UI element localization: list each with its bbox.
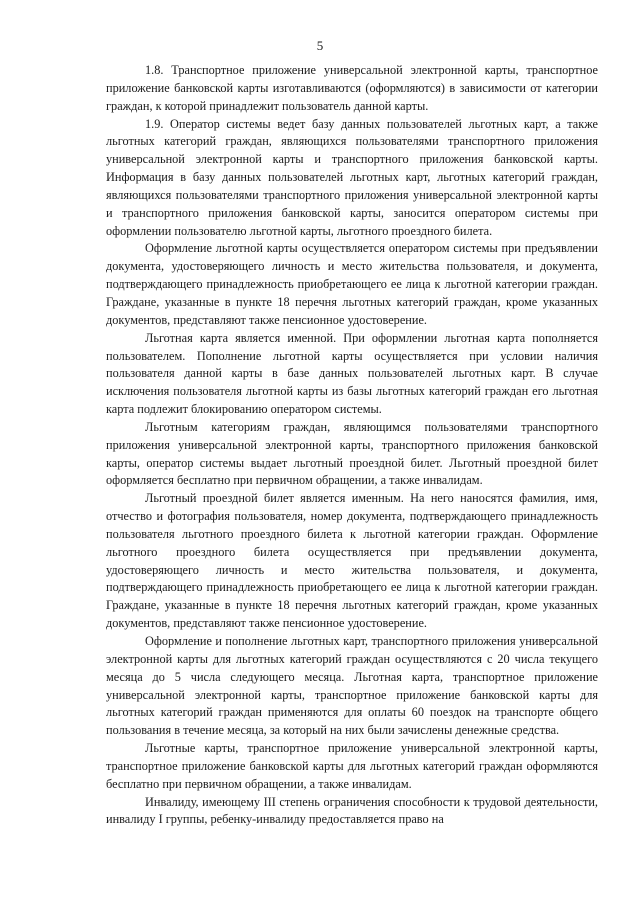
paragraph-disabled-persons-right: Инвалиду, имеющему III степень ограничения способности к трудовой деятельности, инвалиду I группы, ребенку-инвалиду предоставляется право на [106, 794, 598, 827]
paragraph-1-9: 1.9. Оператор системы ведет базу данных пользователей льготных карт, а также льготных категорий граждан, являющихся пользователями транспортного приложения универсальной электронной карты и транспортного приложения банковской карты. Информация в базу данных пользователей льготных карт, льготных категорий граждан, являющихся пользователями транспортного приложения универсальной электронной карты и транспортного приложения банковской карты, заносится оператором системы при оформлении пользователю льготной карты, льготного проездного билета. [106, 116, 598, 238]
page-number: 5 [316, 38, 324, 53]
paragraph-benefit-card-named: Льготная карта является именной. При оформлении льготная карта пополняется пользователем. Пополнение льготной карты осуществляется при условии наличия пользователя данной карты в базе данных пользователей льготных карт. В случае исключения пользователя льготной карты из базы льготных категорий граждан его льготная карта подлежит блокированию оператором системы. [106, 330, 598, 417]
paragraph-travel-ticket-issuance: Льготным категориям граждан, являющимся пользователями транспортного приложения универсальной электронной карты, транспортного приложения банковской карты, оператор системы выдает льготный проездной билет. Льготный проездной билет оформляется бесплатно при первичном обращении, а также инвалидам. [106, 419, 598, 488]
paragraph-card-top-up-period: Оформление и пополнение льготных карт, транспортного приложения универсальной электронной карты для льготных категорий граждан осуществляются с 20 числа текущего месяца до 5 числа следующего месяца. Льготная карта, транспортное приложение универсальной электронной карты, транспортное приложение банковской карты для льготных категорий граждан применяются для оплаты 60 поездок на транспорте общего пользования в течение месяца, за который на них были зачислены денежные средства. [106, 634, 598, 738]
paragraph-benefit-card-issuance: Оформление льготной карты осуществляется оператором системы при предъявлении документа, удостоверяющего личность и место жительства пользователя, и документа, подтверждающего принадлежность приобретающего ее лица к льготной категории граждан. Граждане, указанные в пункте 18 перечня льготных категорий граждан, кроме указанных документов, представляют также пенсионное удостоверение. [106, 241, 598, 327]
document-body [106, 62, 598, 829]
paragraph-1-8: 1.8. Транспортное приложение универсальной электронной карты, транспортное приложение банковской карты изготавливаются (оформляются) в зависимости от категории граждан, к которой принадлежит пользователь данной карты. [106, 63, 598, 113]
paragraph-travel-ticket-named: Льготный проездной билет является именным. На него наносятся фамилия, имя, отчество и фотография пользователя, номер документа, подтверждающего принадлежность пользователя льготного проездного билета к льготной категории граждан. Оформление льготного проездного билета осуществляется при предъявлении документа, удостоверяющего личность и место жительства пользователя, и документа, подтверждающего принадлежность приобретающего ее лица к льготной категории граждан. Граждане, указанные в пункте 18 перечня льготных категорий граждан, кроме указанных документов, представляют также пенсионное удостоверение. [106, 491, 598, 631]
paragraph-free-issuance: Льготные карты, транспортное приложение универсальной электронной карты, транспортное приложение банковской карты для льготных категорий граждан оформляются бесплатно при первичном обращении, а также инвалидам. [106, 741, 598, 791]
